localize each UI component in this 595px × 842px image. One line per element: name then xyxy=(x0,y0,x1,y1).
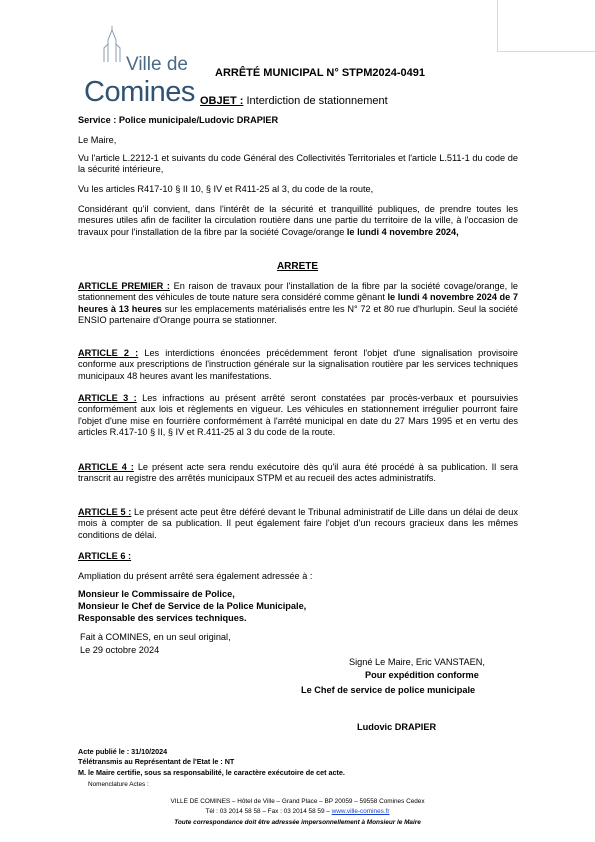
logo-text-comines: Comines xyxy=(84,76,195,108)
article-4-text: Le présent acte sera rendu exécutoire dès qu'il aura été procédé à sa publication. Il sera transcrit au registre des arrêtés municipaux STPM et au recueil des actes administratifs. xyxy=(78,462,518,484)
objet-label: OBJET : xyxy=(200,95,244,107)
article-4-label: ARTICLE 4 : xyxy=(78,462,134,472)
recipient-2: Monsieur le Chef de Service de la Police Municipale, xyxy=(78,601,307,611)
vu-paragraph-1: Vu l'article L.2212-1 et suivants du code Général des Collectivités Territoriales et l'article L.511-1 du code de la sécurité intérieure, xyxy=(78,153,518,175)
footer-correspondence-note: Toute correspondance doit être adressée impersonnellement à Monsieur le Maire xyxy=(174,819,421,826)
recipient-3: Responsable des services techniques. xyxy=(78,613,247,623)
article-5-label: ARTICLE 5 : xyxy=(78,507,132,517)
fait-line: Fait à COMINES, en un seul original, xyxy=(80,632,231,642)
considerant-text: Considérant qu'il convient, dans l'intérêt de la sécurité et tranquillité publiques, de prendre toutes les mesures utiles afin de faciliter la circulation routière dans une partie du territoire de la ville, à l'occasion de travaux pour l'installation de la fibre par la société Covage/orange xyxy=(78,204,518,237)
signature-line-1: Signé Le Maire, Eric VANSTAEN, xyxy=(349,657,485,667)
considerant-paragraph xyxy=(78,204,518,238)
objet-text: Interdiction de stationnement xyxy=(243,95,388,107)
publication-date: Acte publié le : 31/10/2024 xyxy=(78,747,168,756)
article-3-text: Les infractions au présent arrêté seront constatées par procès-verbaux et poursuivies conformément aux lois et règlements en vigueur. Les véhicules en stationnement irrégulier pourront faire l'objet d'une mise en fourrière conformément à l'arrêté municipal en date du 27 Mars 1995 et en vertu des articles R.417-10 § II, § IV et R.411-25 al 3 du code de la route. xyxy=(78,393,518,438)
article-premier-date: le lundi 4 novembre 2024 de 7 heures à 13 heures xyxy=(78,292,518,314)
article-4 xyxy=(78,462,518,485)
article-premier-label: ARTICLE PREMIER : xyxy=(78,281,170,291)
article-5 xyxy=(78,507,518,541)
vu-paragraph-2: Vu les articles R417-10 § II 10, § IV et R411-25 al 3, du code de la route, xyxy=(78,184,374,194)
article-premier xyxy=(78,281,518,327)
recipient-1: Monsieur le Commissaire de Police, xyxy=(78,589,235,599)
ampliation-line: Ampliation du présent arrêté sera également adressée à : xyxy=(78,571,313,581)
service-line: Service : Police municipale/Ludovic DRAPIER xyxy=(78,115,279,125)
logo-text-ville: Ville de xyxy=(126,54,188,75)
date-line: Le 29 octobre 2024 xyxy=(80,645,160,655)
objet-line xyxy=(200,95,388,107)
signature-line-2: Pour expédition conforme xyxy=(365,670,479,680)
article-5-text: Le présent acte peut être déféré devant le Tribunal administratif de Lille dans un délai de deux mois à compter de sa publication. Il peut également faire l'objet d'un recours gracieux dans les mêmes conditions de délai. xyxy=(78,507,518,540)
footer-contact xyxy=(0,807,595,817)
article-3 xyxy=(78,393,518,439)
footer-website-link[interactable]: www.ville-comines.fr xyxy=(331,808,390,815)
signatory-name: Ludovic DRAPIER xyxy=(357,722,437,732)
article-6-label: ARTICLE 6 : xyxy=(78,551,132,561)
considerant-date: le lundi 4 novembre 2024, xyxy=(346,226,459,237)
article-2-text: Les interdictions énoncées précédemment feront l'objet d'une signalisation provisoire conforme aux prescriptions de l'instruction générale sur la signalisation routière par les services techniques municipaux 48 heures avant les manifestations. xyxy=(78,348,518,381)
city-logo xyxy=(84,26,199,108)
page-title: ARRÊTÉ MUNICIPAL N° STPM2024-0491 xyxy=(215,67,425,79)
article-6 xyxy=(78,551,518,562)
article-premier-text-a: En raison de travaux pour l'installation de la fibre par la société covage/orange, le stationnement des véhicules de toute nature sera considéré comme gênant xyxy=(78,281,518,303)
le-maire: Le Maire, xyxy=(78,135,117,145)
stamp-box xyxy=(497,0,595,52)
signature-line-3: Le Chef de service de police municipale xyxy=(301,685,476,695)
executoire-certification: M. le Maire certifie, sous sa responsabilité, le caractère exécutoire de cet acte. xyxy=(78,768,345,777)
article-3-label: ARTICLE 3 : xyxy=(78,393,137,403)
footer-phone-fax: Tél : 03 2014 58 58 – Fax : 03 2014 58 59 – xyxy=(205,808,332,815)
arrete-heading: ARRETE xyxy=(276,261,319,272)
article-2-label: ARTICLE 2 : xyxy=(78,348,139,358)
article-2 xyxy=(78,348,518,382)
nomenclature-line: Nomenclature Actes : xyxy=(88,781,149,788)
teletransmission-line: Télétransmis au Représentant de l'Etat le : NT xyxy=(78,757,235,766)
article-premier-text-c: sur les emplacements matérialisés entre les N° 72 et 80 rue d'hurlupin. Seul la société ENSIO partenaire d'Orange pourra se stationner. xyxy=(78,303,518,326)
footer-address: VILLE DE COMINES – Hôtel de Ville – Grand Place – BP 20059 – 59558 Comines Cedex xyxy=(170,798,425,805)
